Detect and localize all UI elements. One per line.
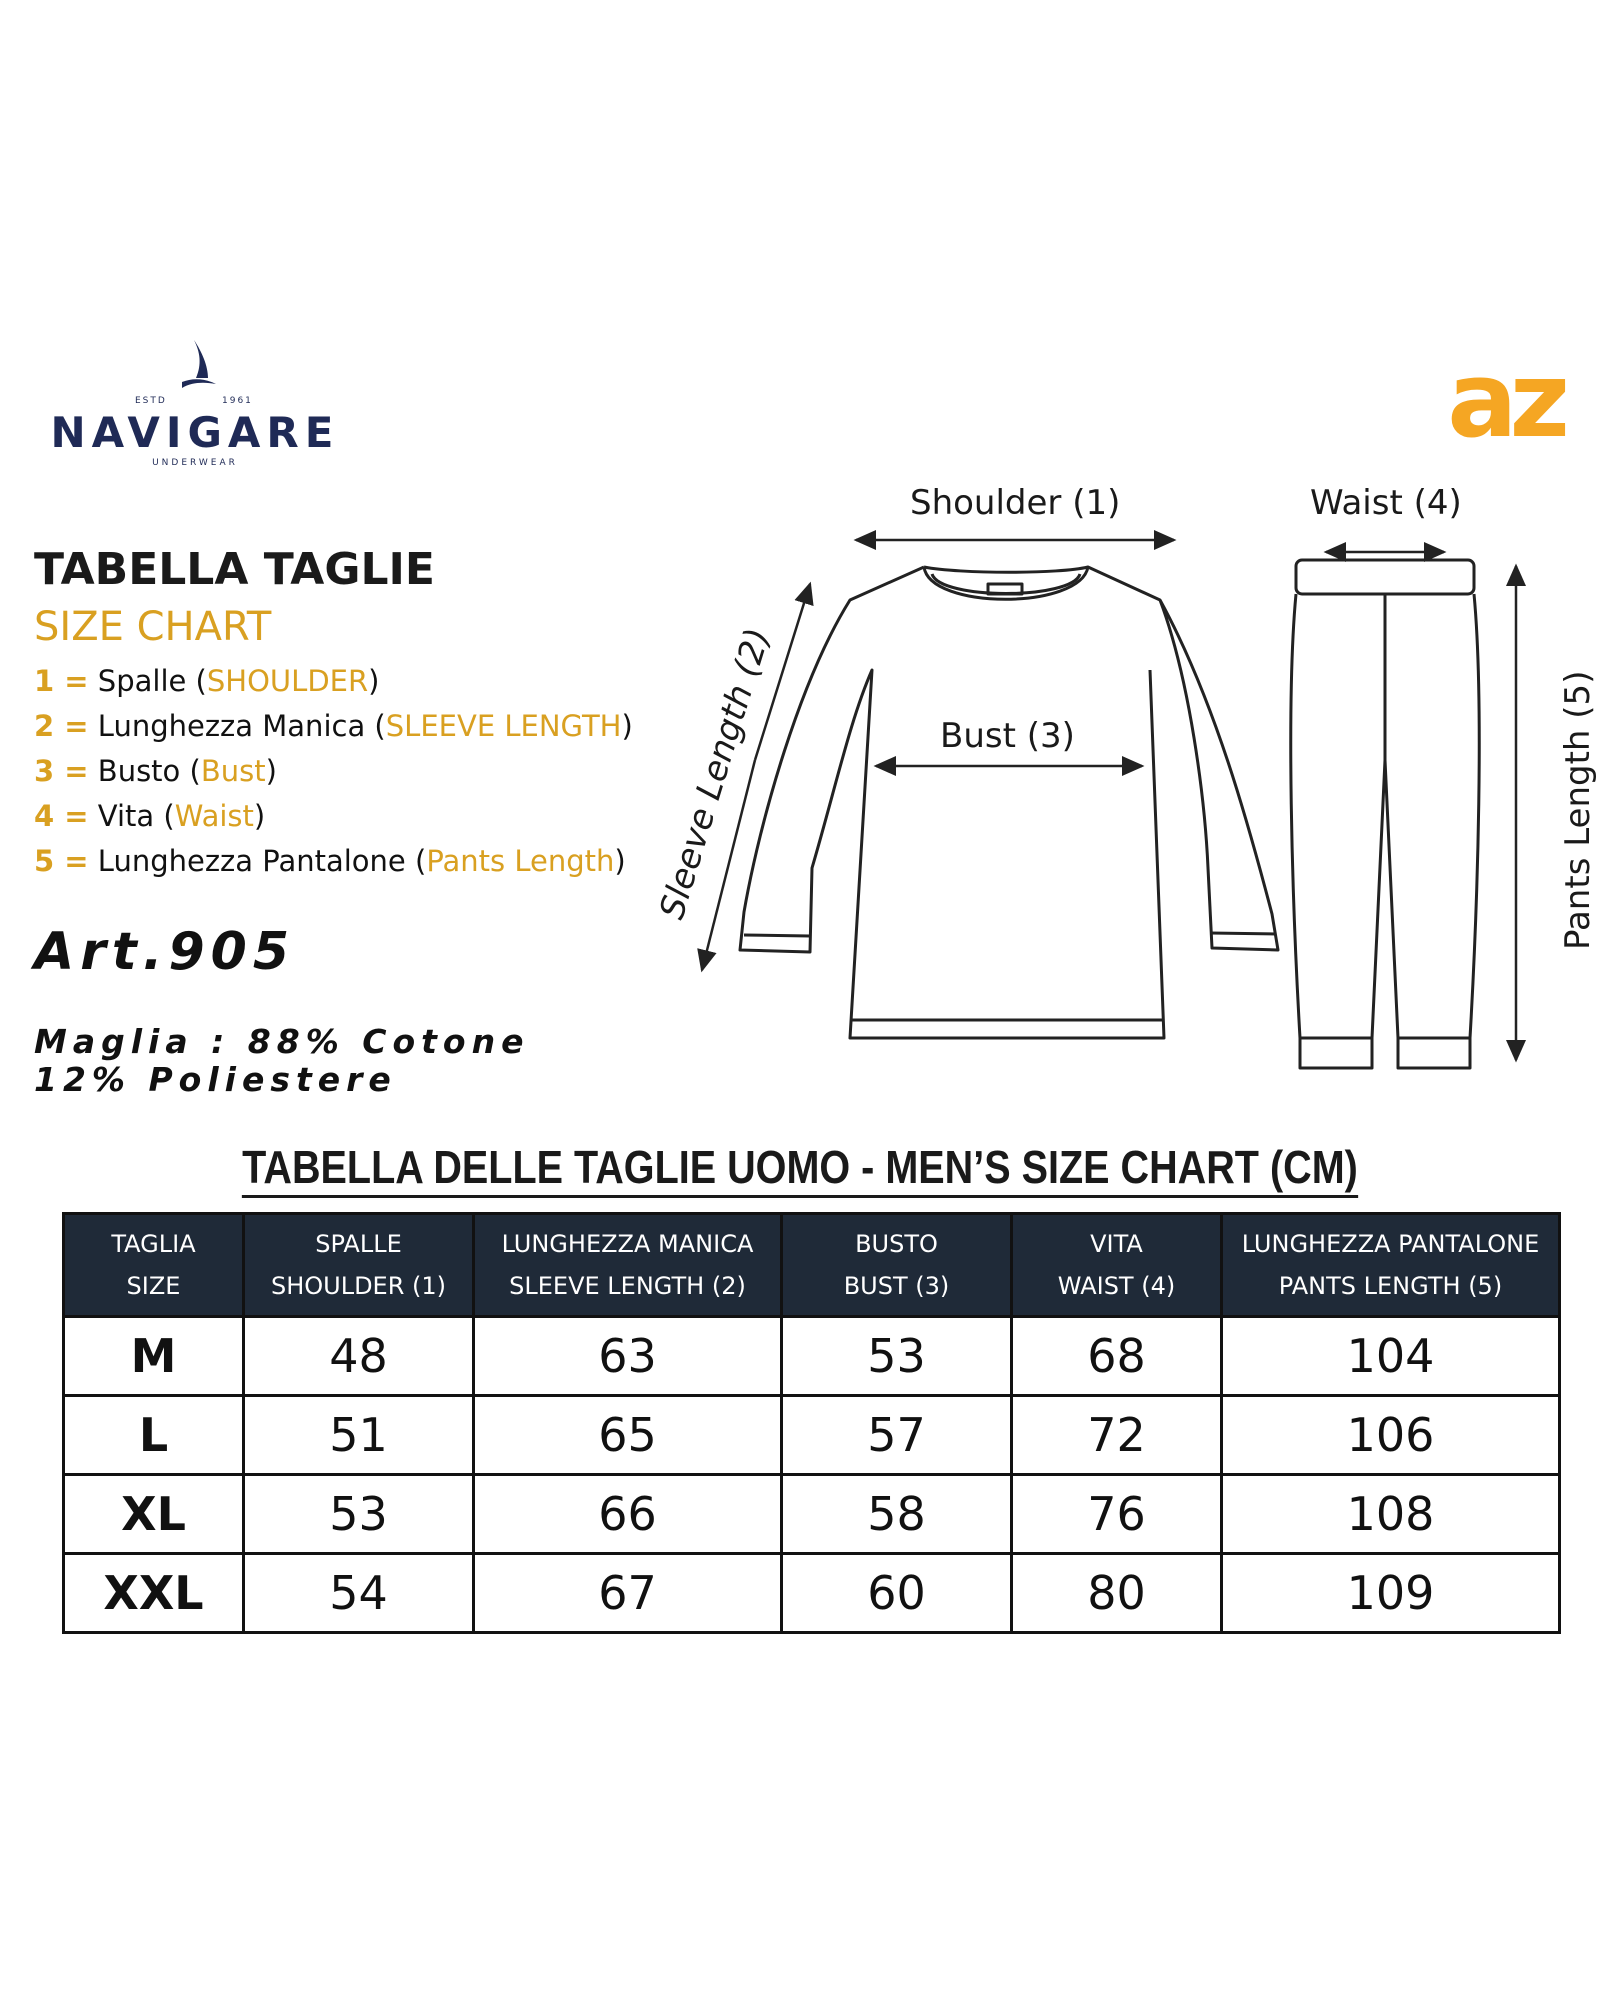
legend-item: 3 = Busto (Bust) [34,754,277,788]
legend-number: 4 = [34,799,89,833]
size-cell: L [64,1396,244,1475]
legend-number: 2 = [34,709,89,743]
bust-label: Bust (3) [940,716,1075,756]
size-cell: XL [64,1475,244,1554]
header-en: SLEEVE LENGTH (2) [509,1272,746,1300]
header-it: TAGLIA [111,1230,196,1258]
legend-number: 5 = [34,844,89,878]
legend-english: Waist [174,799,254,833]
table-title-text: TABELLA DELLE TAGLIE UOMO - MEN’S SIZE CHART (CM) [242,1141,1358,1198]
table-cell: 66 [474,1475,782,1554]
column-header-waist [1012,1214,1222,1317]
table-cell: 60 [782,1554,1012,1633]
pants-outline [1291,560,1479,1068]
size-table [62,1212,1561,1634]
title-italian: TABELLA TAGLIE [34,544,435,595]
table-cell: 57 [782,1396,1012,1475]
legend-english: Bust [200,754,266,788]
table-cell: 58 [782,1475,1012,1554]
column-header-sleeve [474,1214,782,1317]
legend-italian: Lunghezza Manica [97,709,366,743]
shirt-outline [740,567,1278,1038]
table-cell: 53 [244,1475,474,1554]
table-cell: 54 [244,1554,474,1633]
size-cell: XXL [64,1554,244,1633]
table-cell: 80 [1012,1554,1222,1633]
table-row [64,1475,1560,1554]
table-cell: 67 [474,1554,782,1633]
header-it: LUNGHEZZA PANTALONE [1241,1230,1540,1258]
table-cell: 76 [1012,1475,1222,1554]
brand-estd: ESTD [135,396,167,406]
legend-italian: Busto [97,754,181,788]
column-header-bust [782,1214,1012,1317]
legend-item: 2 = Lunghezza Manica (SLEEVE LENGTH) [34,709,633,743]
brand-name: NAVIGARE [50,408,340,457]
header-it: SPALLE [315,1230,402,1258]
article-number: Art.905 [34,922,296,982]
header-it: BUSTO [855,1230,938,1258]
header-en: SIZE [126,1272,181,1300]
legend-item: 5 = Lunghezza Pantalone (Pants Length) [34,844,626,878]
legend-english: SLEEVE LENGTH [385,709,622,743]
header-en: BUST (3) [843,1272,950,1300]
table-cell: 51 [244,1396,474,1475]
table-cell: 48 [244,1317,474,1396]
header-en: SHOULDER (1) [270,1272,447,1300]
legend-italian: Vita [97,799,155,833]
table-cell: 104 [1222,1317,1560,1396]
fabric-composition-line1: Maglia : 88% Cotone [34,1022,530,1061]
size-cell: M [64,1317,244,1396]
sleeve-length-label: Sleeve Length (2) [652,623,779,924]
column-header-pants [1222,1214,1560,1317]
legend-italian: Lunghezza Pantalone [97,844,406,878]
legend-item: 4 = Vita (Waist) [34,799,266,833]
column-header-size [64,1214,244,1317]
table-cell: 65 [474,1396,782,1475]
table-row [64,1396,1560,1475]
shoulder-label: Shoulder (1) [910,483,1121,523]
title-english: SIZE CHART [34,604,272,650]
table-title [112,1140,1488,1194]
fabric-composition-line2: 12% Poliestere [34,1060,397,1099]
legend-english: Pants Length [426,844,615,878]
table-cell: 109 [1222,1554,1560,1633]
header-it: LUNGHEZZA MANICA [501,1230,754,1258]
table-header-row [64,1214,1560,1317]
brand-subtitle: UNDERWEAR [152,458,238,468]
table-row [64,1554,1560,1633]
table-cell: 63 [474,1317,782,1396]
legend-number: 1 = [34,664,89,698]
table-cell: 106 [1222,1396,1560,1475]
brand-year: 1961 [222,396,253,406]
legend-number: 3 = [34,754,89,788]
legend-english: SHOULDER [206,664,369,698]
header-it: VITA [1090,1230,1143,1258]
waist-label: Waist (4) [1310,483,1462,523]
legend-italian: Spalle [97,664,187,698]
table-cell: 108 [1222,1475,1560,1554]
az-logo: az [1447,339,1562,461]
table-row [64,1317,1560,1396]
table-cell: 53 [782,1317,1012,1396]
table-cell: 72 [1012,1396,1222,1475]
header-en: WAIST (4) [1057,1272,1176,1300]
column-header-shoulder [244,1214,474,1317]
legend-item: 1 = Spalle (SHOULDER) [34,664,380,698]
pants-length-label: Pants Length (5) [1558,670,1598,950]
table-cell: 68 [1012,1317,1222,1396]
header-en: PANTS LENGTH (5) [1278,1272,1503,1300]
